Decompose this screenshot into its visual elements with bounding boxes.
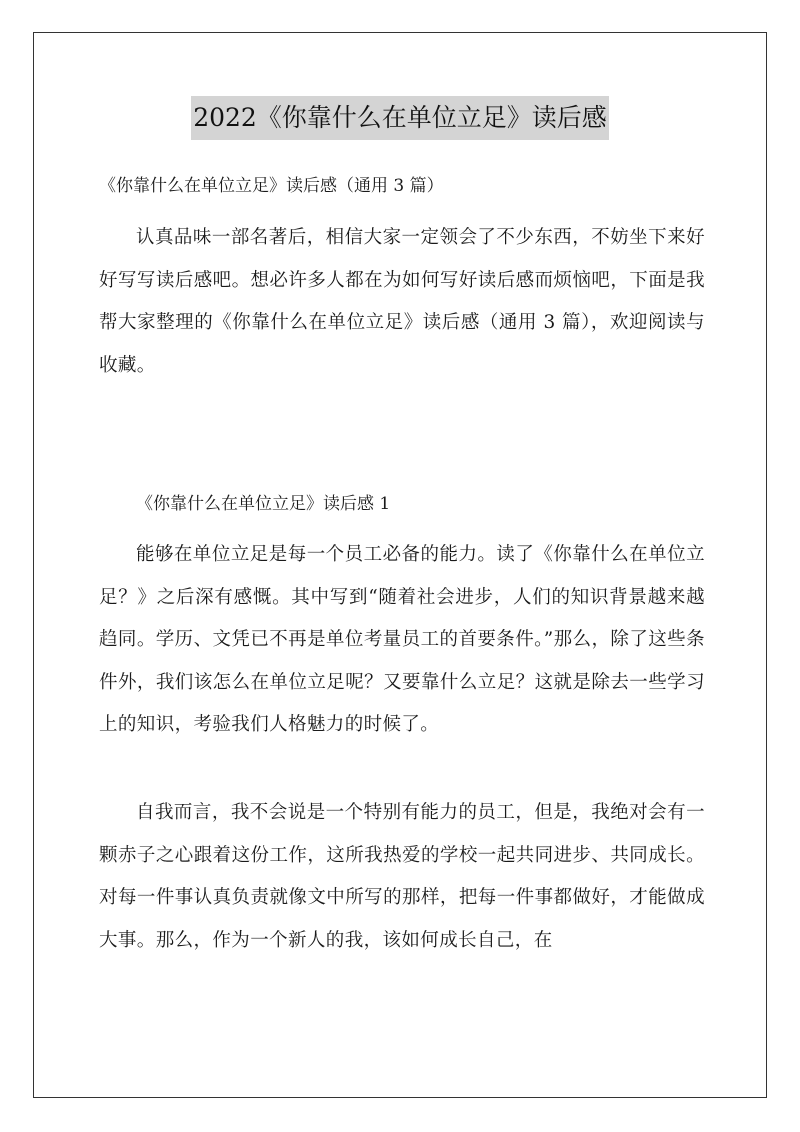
document-title: 2022《你靠什么在单位立足》读后感 bbox=[191, 96, 609, 140]
title-container bbox=[0, 96, 800, 140]
intro-paragraph: 认真品味一部名著后，相信大家一定领会了不少东西，不妨坐下来好好写写读后感吧。想必许多人都在为如何写好读后感而烦恼吧，下面是我帮大家整理的《你靠什么在单位立足》读后感（通用 3 篇），欢迎阅读与收藏。 bbox=[99, 227, 705, 376]
section-1-paragraph-2: 自我而言，我不会说是一个特别有能力的员工，但是，我绝对会有一颗赤子之心跟着这份工作，这所我热爱的学校一起共同进步、共同成长。对每一件事认真负责就像文中所写的那样，把每一件事都做好，才能做成大事。那么，作为一个新人的我，该如何成长自己，在 bbox=[99, 802, 705, 951]
section-1-heading: 《你靠什么在单位立足》读后感 1 bbox=[136, 494, 391, 514]
document-subtitle: 《你靠什么在单位立足》读后感（通用 3 篇） bbox=[99, 176, 444, 196]
section-1-paragraph-1: 能够在单位立足是每一个员工必备的能力。读了《你靠什么在单位立足？》之后深有感慨。其中写到“随着社会进步，人们的知识背景越来越趋同。学历、文凭已不再是单位考量员工的首要条件。”那么，除了这些条件外，我们该怎么在单位立足呢？又要靠什么立足？这就是除去一些学习上的知识，考验我们人格魅力的时候了。 bbox=[99, 544, 705, 735]
